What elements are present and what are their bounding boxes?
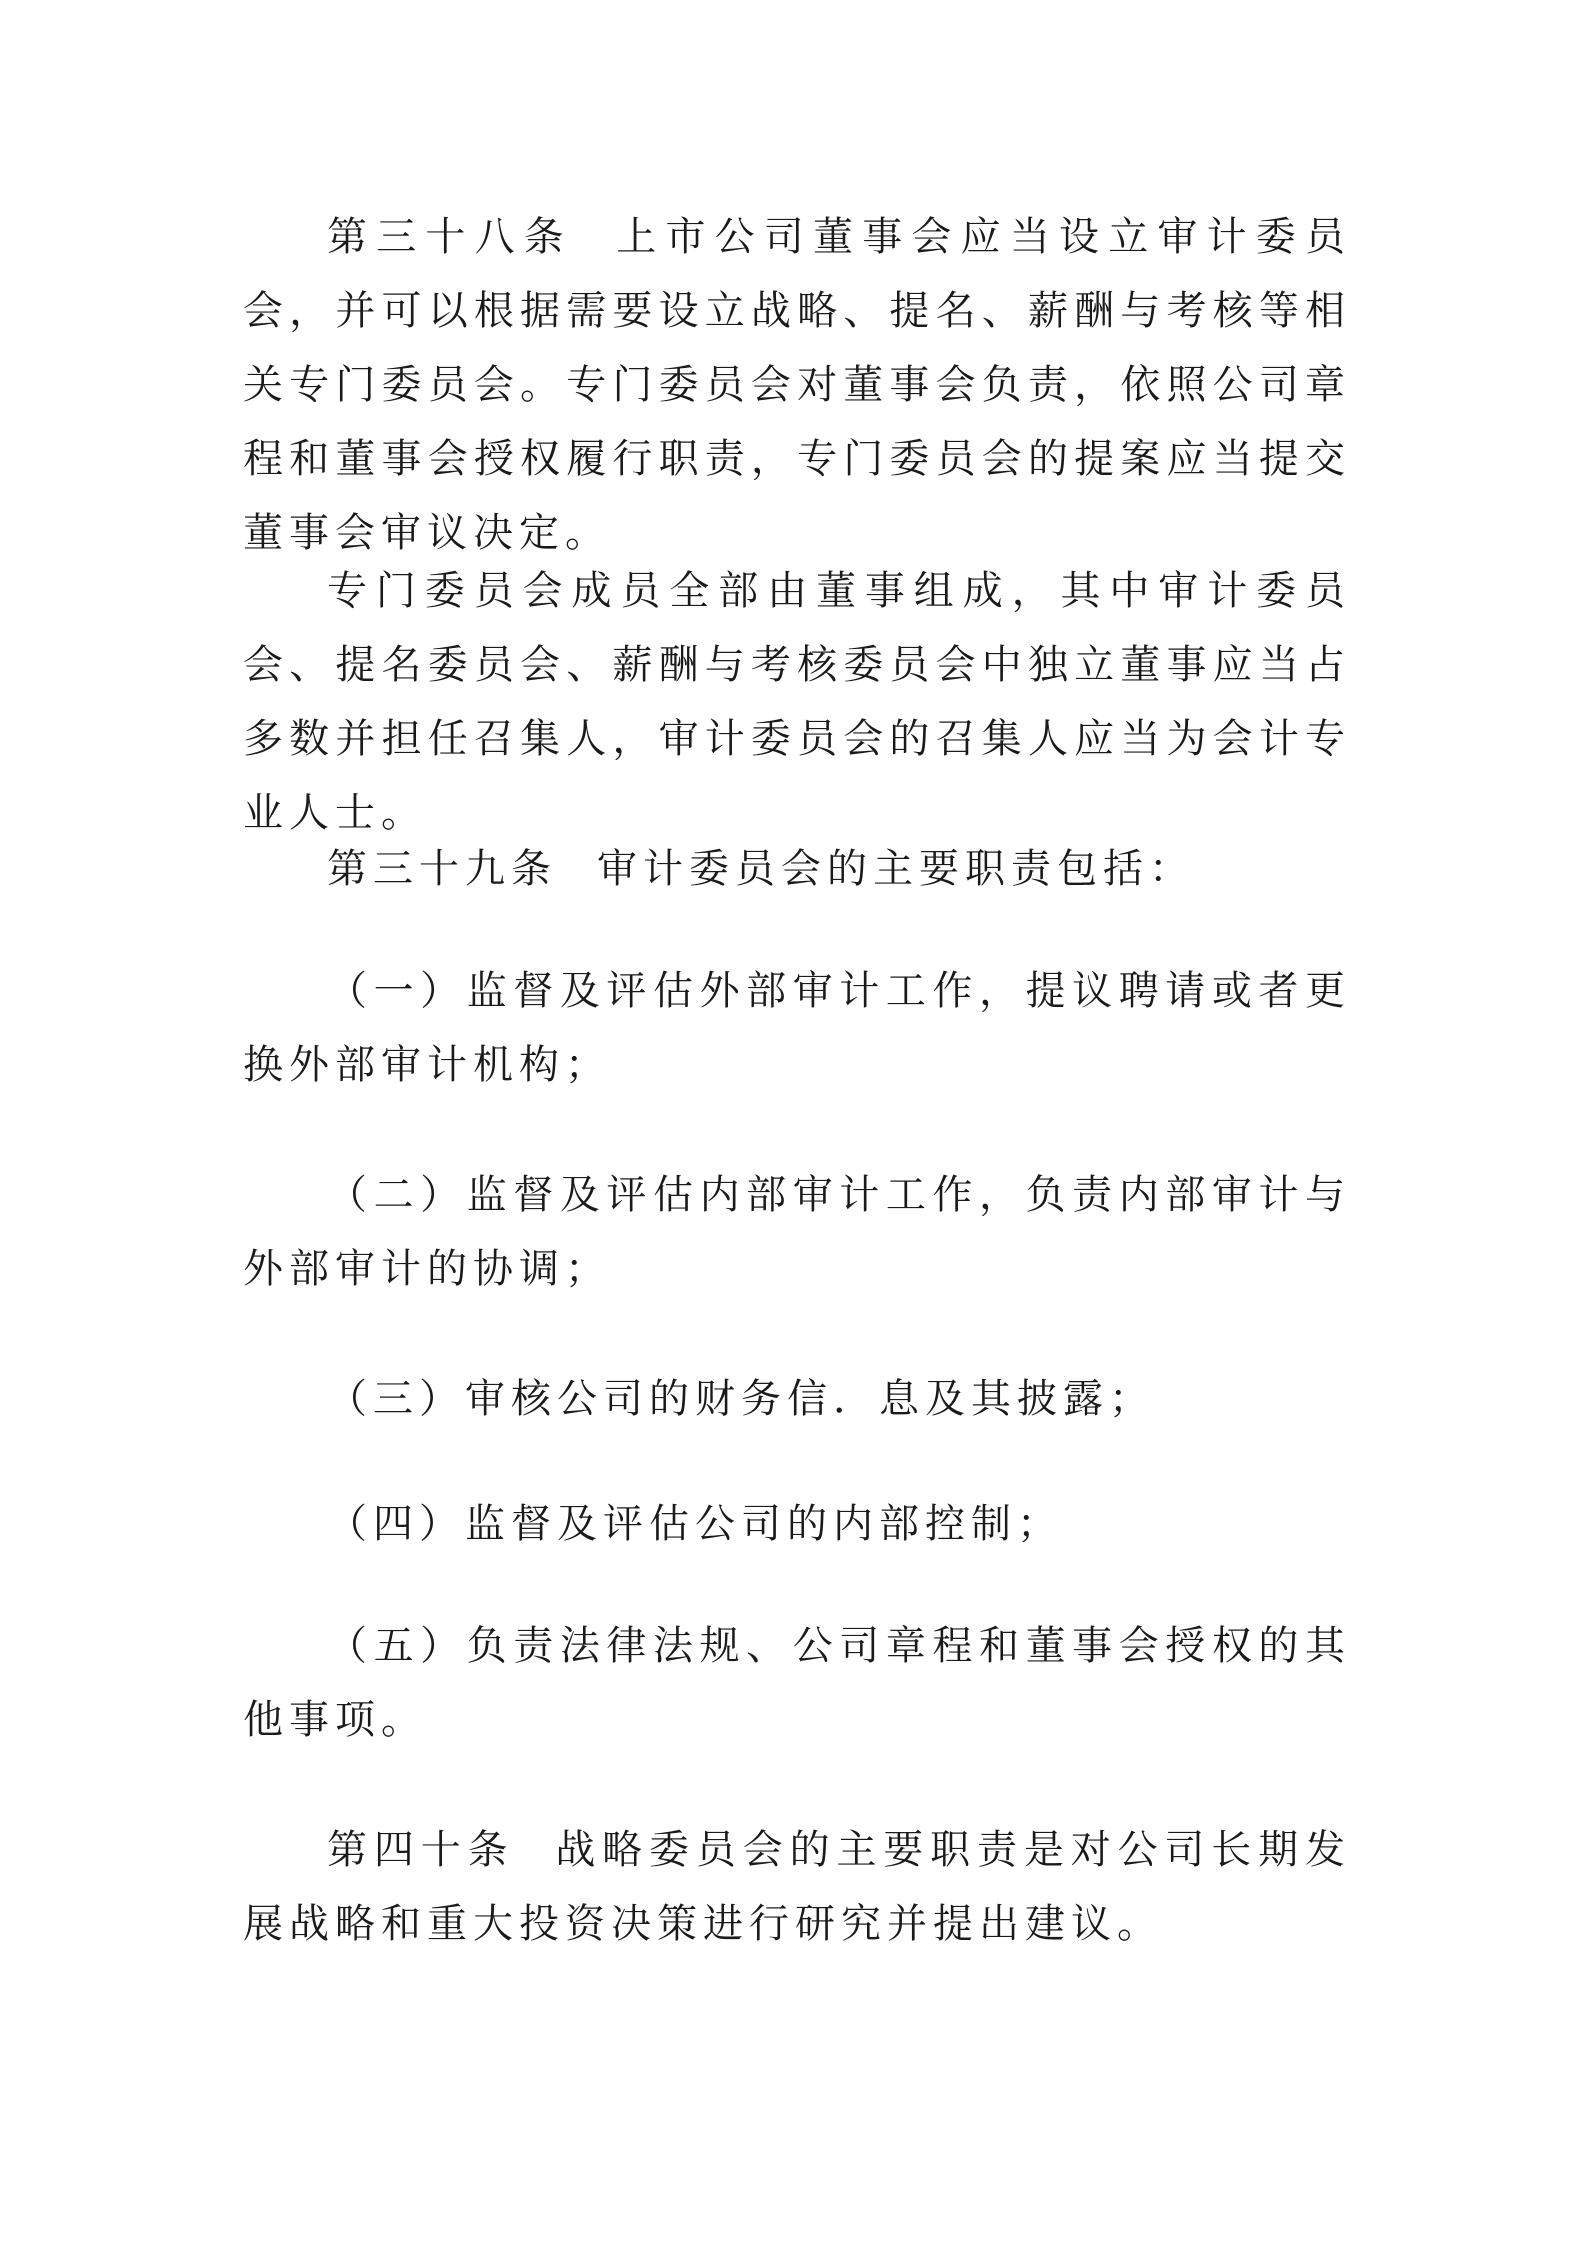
paragraph-article-40	[243, 1813, 1351, 1961]
article-number: 第三十九条	[327, 846, 557, 892]
paragraph-article-38	[243, 200, 1351, 570]
paragraph-text: （二）监督及评估内部审计工作，负责内部审计与外部审计的协调；	[243, 1172, 1351, 1292]
paragraph-committee-composition	[243, 554, 1351, 850]
paragraph-article-39	[243, 832, 1351, 906]
paragraph-text: （一）监督及评估外部审计工作，提议聘请或者更换外部审计机构；	[243, 968, 1351, 1088]
paragraph-text: （三）审核公司的财务信．息及其披露；	[327, 1376, 1155, 1422]
article-number: 第四十条	[327, 1827, 515, 1873]
list-item-1	[243, 954, 1351, 1102]
list-item-5	[243, 1609, 1351, 1757]
paragraph-text: 专门委员会成员全部由董事组成，其中审计委员会、提名委员会、薪酬与考核委员会中独立董事应当占多数并担任召集人，审计委员会的召集人应当为会计专业人士。	[243, 568, 1351, 836]
list-item-2	[243, 1158, 1351, 1306]
paragraph-text: 上市公司董事会应当设立审计委员会，并可以根据需要设立战略、提名、薪酬与考核等相关专门委员会。专门委员会对董事会负责，依照公司章程和董事会授权履行职责，专门委员会的提案应当提交董事会审议决定。	[243, 214, 1351, 556]
paragraph-text: （四）监督及评估公司的内部控制；	[327, 1501, 1063, 1547]
list-item-3	[243, 1362, 1351, 1436]
paragraph-text: （五）负责法律法规、公司章程和董事会授权的其他事项。	[243, 1623, 1351, 1743]
paragraph-text: 审计委员会的主要职责包括：	[597, 846, 1195, 892]
article-number: 第三十八条	[327, 214, 573, 260]
paragraph-text: 战略委员会的主要职责是对公司长期发展战略和重大投资决策进行研究并提出建议。	[243, 1827, 1352, 1947]
list-item-4	[243, 1487, 1351, 1561]
